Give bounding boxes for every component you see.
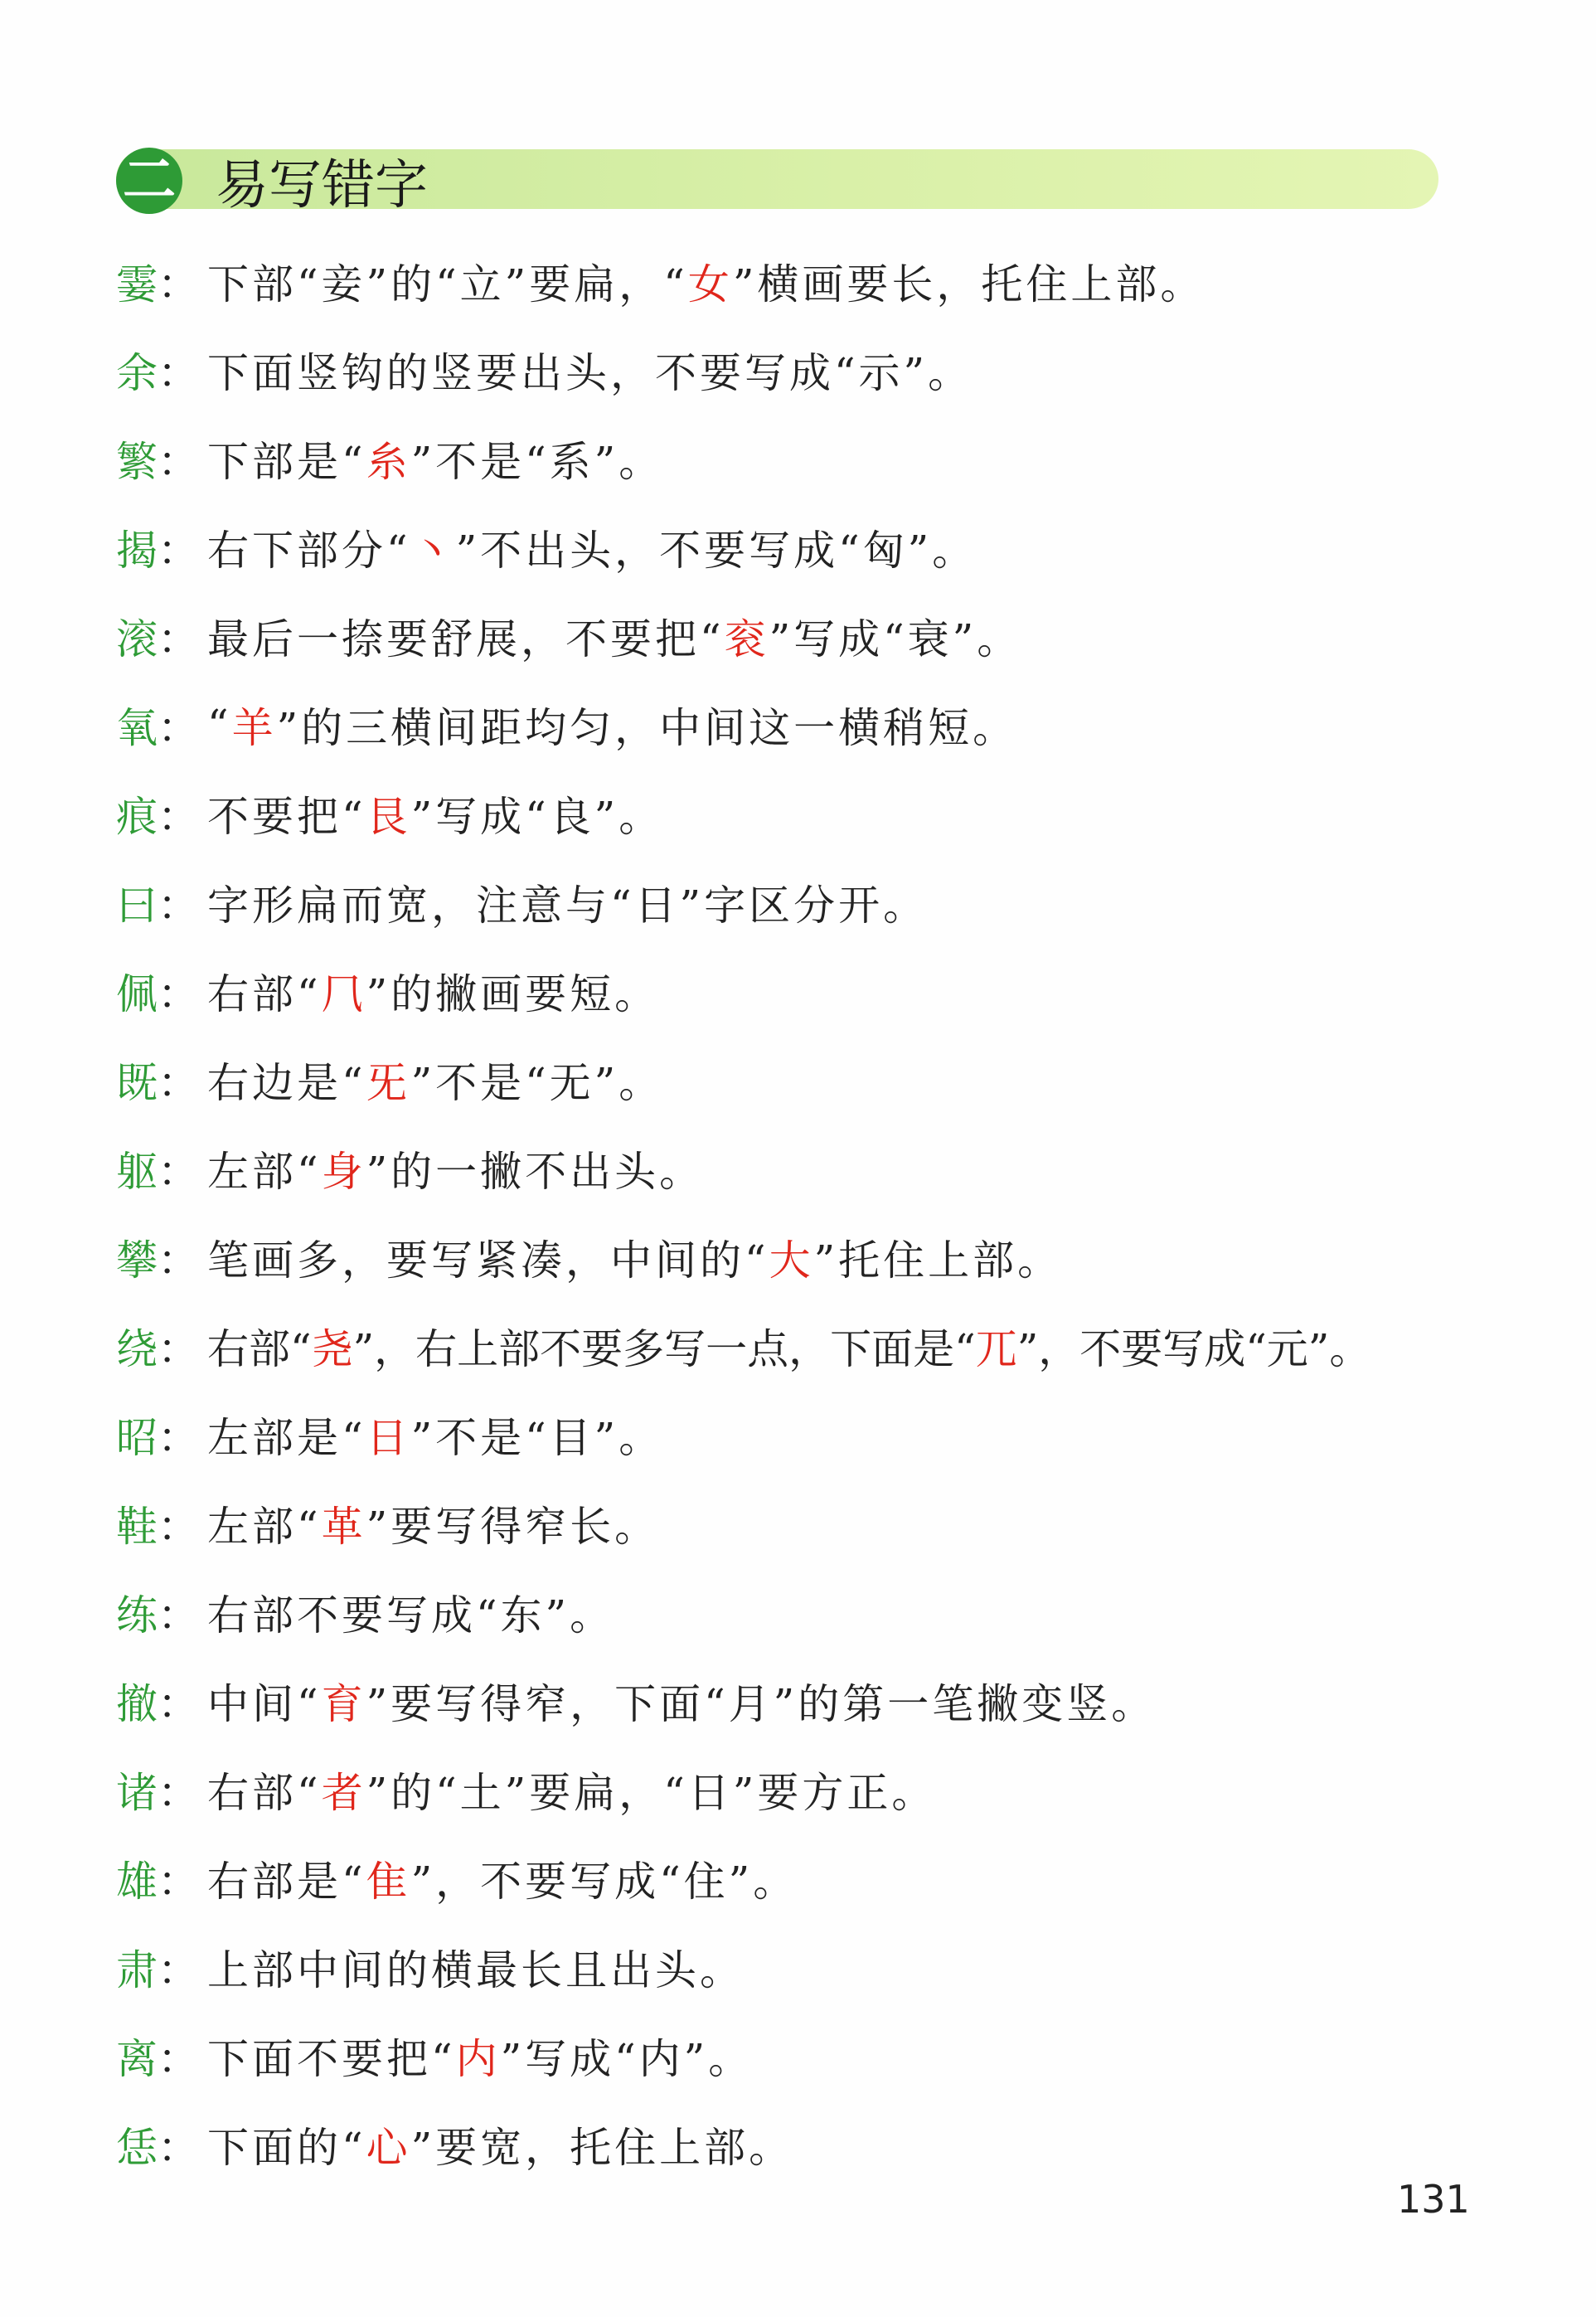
explanation-text: 字形扁而宽，注意与“日”字区分开。 — [207, 881, 929, 930]
explanation-text: ”不是“目”。 — [410, 1413, 664, 1462]
highlighted-component: 大 — [769, 1236, 814, 1285]
explanation-text: ”的一撇不出头。 — [366, 1147, 705, 1196]
character-head: 撤 — [116, 1679, 158, 1728]
list-item — [116, 325, 1476, 414]
explanation-text: 左部“ — [207, 1147, 322, 1196]
character-head: 练 — [116, 1591, 158, 1639]
explanation-text: ”不是“系”。 — [410, 437, 664, 486]
explanation-text: ”写成“良”。 — [410, 792, 664, 841]
explanation-text: ”的三横间距均匀，中间这一横稍短。 — [276, 703, 1018, 752]
explanation-text: ”不是“无”。 — [410, 1058, 664, 1107]
explanation-text: ”托住上部。 — [813, 1236, 1063, 1285]
colon-separator: ： — [158, 1324, 199, 1373]
explanation-text: 右边是“ — [207, 1058, 366, 1107]
colon-separator: ： — [158, 526, 199, 575]
character-head: 霎 — [116, 260, 158, 308]
character-head: 雄 — [116, 1857, 158, 1906]
colon-separator: ： — [158, 1768, 199, 1817]
list-item — [116, 1212, 1476, 1301]
list-item — [116, 680, 1476, 769]
explanation-text: ”的“土”要扁，“日”要方正。 — [366, 1768, 937, 1817]
list-item — [116, 2100, 1476, 2188]
section-number-badge: 二 — [116, 148, 182, 214]
colon-separator: ： — [158, 1058, 199, 1107]
list-item — [116, 946, 1476, 1035]
colon-separator: ： — [158, 703, 199, 752]
character-head: 躯 — [116, 1147, 158, 1196]
highlighted-component: 糸 — [366, 437, 411, 486]
list-item — [116, 857, 1476, 946]
colon-separator: ： — [158, 348, 199, 397]
explanation-text: 右部“ — [207, 969, 322, 1018]
character-head: 繁 — [116, 437, 158, 486]
colon-separator: ： — [158, 2034, 199, 2083]
colon-separator: ： — [158, 1413, 199, 1462]
character-head: 恁 — [116, 2123, 158, 2172]
section-title: 易写错字 — [216, 155, 428, 216]
explanation-text: ”写成“内”。 — [500, 2034, 754, 2083]
explanation-text: 最后一捺要舒展，不要把“ — [207, 614, 725, 663]
explanation-text: ”写成“衰”。 — [769, 614, 1022, 663]
list-item — [116, 591, 1476, 680]
colon-separator: ： — [158, 437, 199, 486]
highlighted-component: 身 — [321, 1147, 366, 1196]
explanation-text: 下部“妾”的“立”要扁，“ — [207, 260, 688, 308]
list-item — [116, 1745, 1476, 1834]
explanation-text: ”，不要写成“元”。 — [1016, 1324, 1371, 1373]
list-item — [116, 2011, 1476, 2100]
colon-separator: ： — [158, 260, 199, 308]
character-head: 滚 — [116, 614, 158, 663]
page-number: 131 — [1397, 2177, 1470, 2222]
colon-separator: ： — [158, 1945, 199, 1994]
explanation-text: 右部“ — [207, 1768, 322, 1817]
list-item — [116, 1124, 1476, 1212]
highlighted-component: 育 — [321, 1679, 366, 1728]
highlighted-component: 隹 — [366, 1857, 411, 1906]
explanation-text: 上部中间的横最长且出头。 — [207, 1945, 745, 1994]
explanation-text: ”，右上部不要多写一点，下面是“ — [352, 1324, 976, 1373]
highlighted-component: 内 — [455, 2034, 501, 2083]
character-head: 离 — [116, 2034, 158, 2083]
colon-separator: ： — [158, 881, 199, 930]
list-item — [116, 1035, 1476, 1124]
explanation-text: 左部“ — [207, 1502, 322, 1551]
list-item — [116, 1567, 1476, 1656]
character-head: 揭 — [116, 526, 158, 575]
colon-separator: ： — [158, 969, 199, 1018]
explanation-text: 右下部分“ — [207, 526, 411, 575]
explanation-text: ”要宽，托住上部。 — [410, 2123, 794, 2172]
list-item — [116, 1390, 1476, 1479]
highlighted-component: 革 — [321, 1502, 366, 1551]
list-item — [116, 1834, 1476, 1922]
explanation-text: ”要写得窄，下面“月”的第一笔撇变竖。 — [366, 1679, 1157, 1728]
colon-separator: ： — [158, 1502, 199, 1551]
character-head: 曰 — [116, 881, 158, 930]
explanation-text: 右部是“ — [207, 1857, 366, 1906]
highlighted-component: 旡 — [366, 1058, 411, 1107]
character-head: 攀 — [116, 1236, 158, 1285]
character-head: 氧 — [116, 703, 158, 752]
character-head: 鞋 — [116, 1502, 158, 1551]
colon-separator: ： — [158, 792, 199, 841]
character-head: 佩 — [116, 969, 158, 1018]
explanation-text: ”不出头，不要写成“匈”。 — [455, 526, 977, 575]
list-item — [116, 1922, 1476, 2011]
list-item — [116, 414, 1476, 503]
list-item — [116, 236, 1476, 325]
explanation-text: 右部“ — [207, 1324, 312, 1373]
highlighted-component: 羊 — [231, 703, 277, 752]
explanation-text: 中间“ — [207, 1679, 322, 1728]
list-item — [116, 1301, 1476, 1390]
character-head: 痕 — [116, 792, 158, 841]
colon-separator: ： — [158, 614, 199, 663]
explanation-text: ”要写得窄长。 — [366, 1502, 660, 1551]
explanation-text: 笔画多，要写紧凑，中间的“ — [207, 1236, 769, 1285]
character-head: 余 — [116, 348, 158, 397]
character-head: 绕 — [116, 1324, 158, 1373]
explanation-text: 右部不要写成“东”。 — [207, 1591, 615, 1639]
list-item — [116, 503, 1476, 591]
explanation-text: 下部是“ — [207, 437, 366, 486]
highlighted-component: 女 — [687, 260, 733, 308]
character-head: 肃 — [116, 1945, 158, 1994]
highlighted-component: 丶 — [410, 526, 456, 575]
highlighted-component: 心 — [366, 2123, 411, 2172]
colon-separator: ： — [158, 1857, 199, 1906]
colon-separator: ： — [158, 1591, 199, 1639]
colon-separator: ： — [158, 1236, 199, 1285]
highlighted-component: 日 — [366, 1413, 411, 1462]
explanation-text: ”的撇画要短。 — [366, 969, 660, 1018]
list-item — [116, 1479, 1476, 1567]
explanation-text: 下面的“ — [207, 2123, 366, 2172]
explanation-text: 左部是“ — [207, 1413, 366, 1462]
highlighted-component: 尧 — [311, 1324, 353, 1373]
explanation-text: ”，不要写成“住”。 — [410, 1857, 798, 1906]
explanation-text: 不要把“ — [207, 792, 366, 841]
character-head: 诸 — [116, 1768, 158, 1817]
error-prone-characters-list — [116, 236, 1476, 2188]
colon-separator: ： — [158, 1147, 199, 1196]
list-item — [116, 1656, 1476, 1745]
highlighted-component: 衮 — [724, 614, 769, 663]
list-item — [116, 769, 1476, 857]
explanation-text: “ — [207, 700, 232, 749]
highlighted-component: 艮 — [366, 792, 411, 841]
highlighted-component: 者 — [321, 1768, 366, 1817]
highlighted-component: ⺇ — [321, 969, 366, 1018]
explanation-text: 下面竖钩的竖要出头，不要写成“示”。 — [207, 348, 973, 397]
character-head: 既 — [116, 1058, 158, 1107]
colon-separator: ： — [158, 1679, 199, 1728]
character-head: 昭 — [116, 1413, 158, 1462]
explanation-text: ”横画要长，托住上部。 — [732, 260, 1205, 308]
colon-separator: ： — [158, 2123, 199, 2172]
explanation-text: 下面不要把“ — [207, 2034, 456, 2083]
highlighted-component: 兀 — [975, 1324, 1017, 1373]
